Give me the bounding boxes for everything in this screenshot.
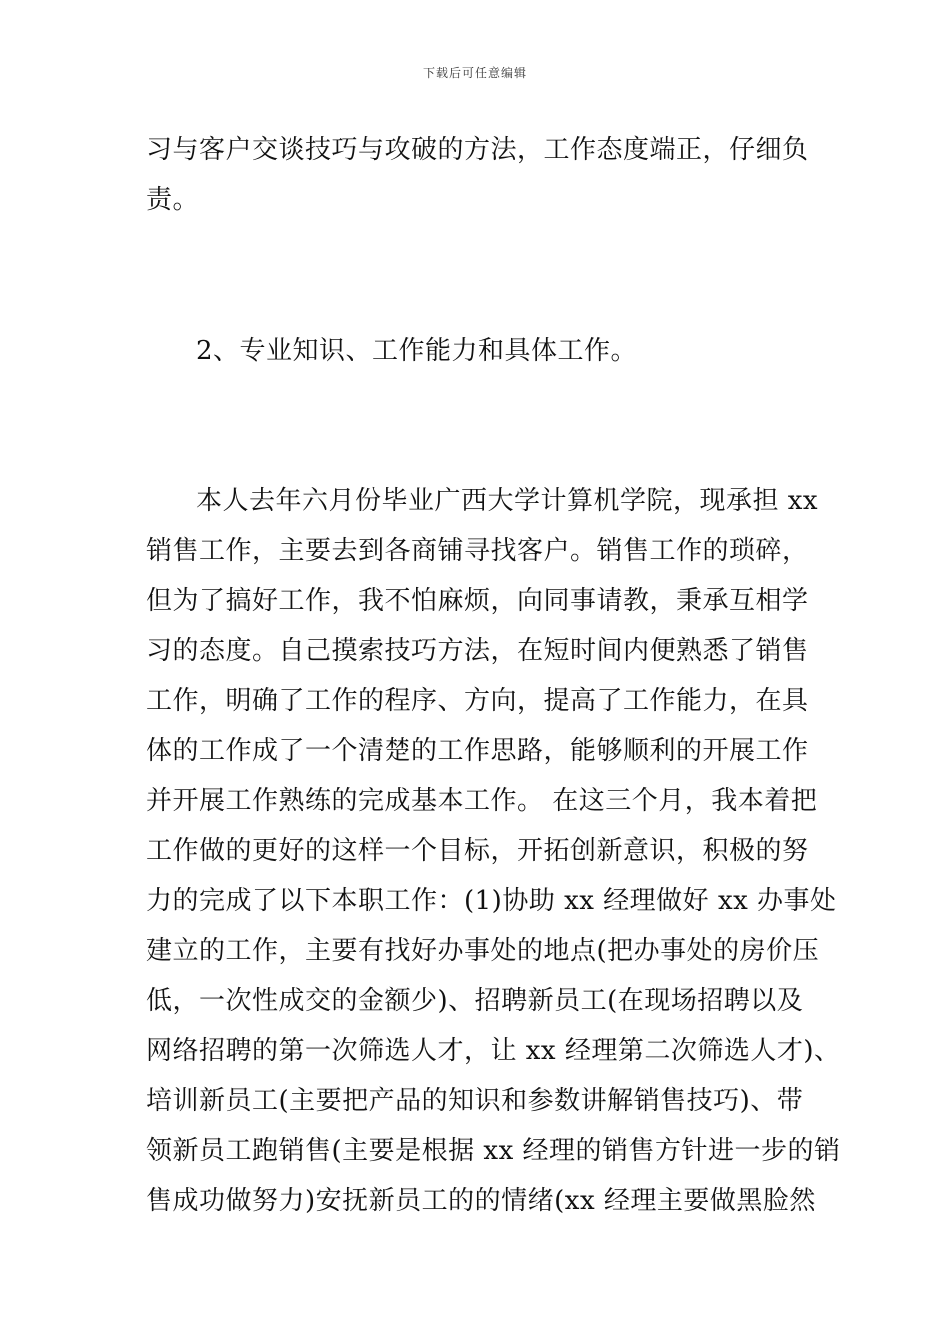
page-header: 下载后可任意编辑 xyxy=(422,66,527,80)
paragraph-line: 领新员工跑销售(主要是根据 xx 经理的销售方针进一步的销 xyxy=(146,1136,841,1166)
paragraph-line: 习与客户交谈技巧与攻破的方法，工作态度端正，仔细负 xyxy=(146,135,809,165)
paragraph-line: 体的工作成了一个清楚的工作思路，能够顺利的开展工作 xyxy=(146,736,809,766)
paragraph-line: 习的态度。自己摸索技巧方法，在短时间内便熟悉了销售 xyxy=(146,636,809,666)
paragraph-line: 低，一次性成交的金额少)、招聘新员工(在现场招聘以及 xyxy=(146,986,804,1016)
paragraph-line: 但为了搞好工作，我不怕麻烦，向同事请教，秉承互相学 xyxy=(146,586,809,616)
paragraph-line: 售成功做努力)安抚新员工的的情绪(xx 经理主要做黑脸然 xyxy=(146,1186,816,1216)
paragraph-line: 工作做的更好的这样一个目标，开拓创新意识，积极的努 xyxy=(146,836,809,866)
paragraph-line: 销售工作，主要去到各商铺寻找客户。销售工作的琐碎， xyxy=(146,536,809,566)
section-heading: 2、专业知识、工作能力和具体工作。 xyxy=(196,336,638,366)
paragraph-line: 工作，明确了工作的程序、方向，提高了工作能力，在具 xyxy=(146,686,809,716)
paragraph-line: 责。 xyxy=(146,185,200,215)
paragraph-line: 并开展工作熟练的完成基本工作。 在这三个月，我本着把 xyxy=(146,786,818,816)
paragraph-line: 培训新员工(主要把产品的知识和参数讲解销售技巧)、带 xyxy=(146,1086,804,1116)
paragraph-line: 力的完成了以下本职工作：(1)协助 xx 经理做好 xx 办事处 xyxy=(146,886,837,916)
paragraph-line: 本人去年六月份毕业广西大学计算机学院，现承担 xx xyxy=(196,486,819,516)
paragraph-line: 建立的工作，主要有找好办事处的地点(把办事处的房价压 xyxy=(146,936,820,966)
paragraph-line: 网络招聘的第一次筛选人才，让 xx 经理第二次筛选人才)、 xyxy=(146,1036,841,1066)
